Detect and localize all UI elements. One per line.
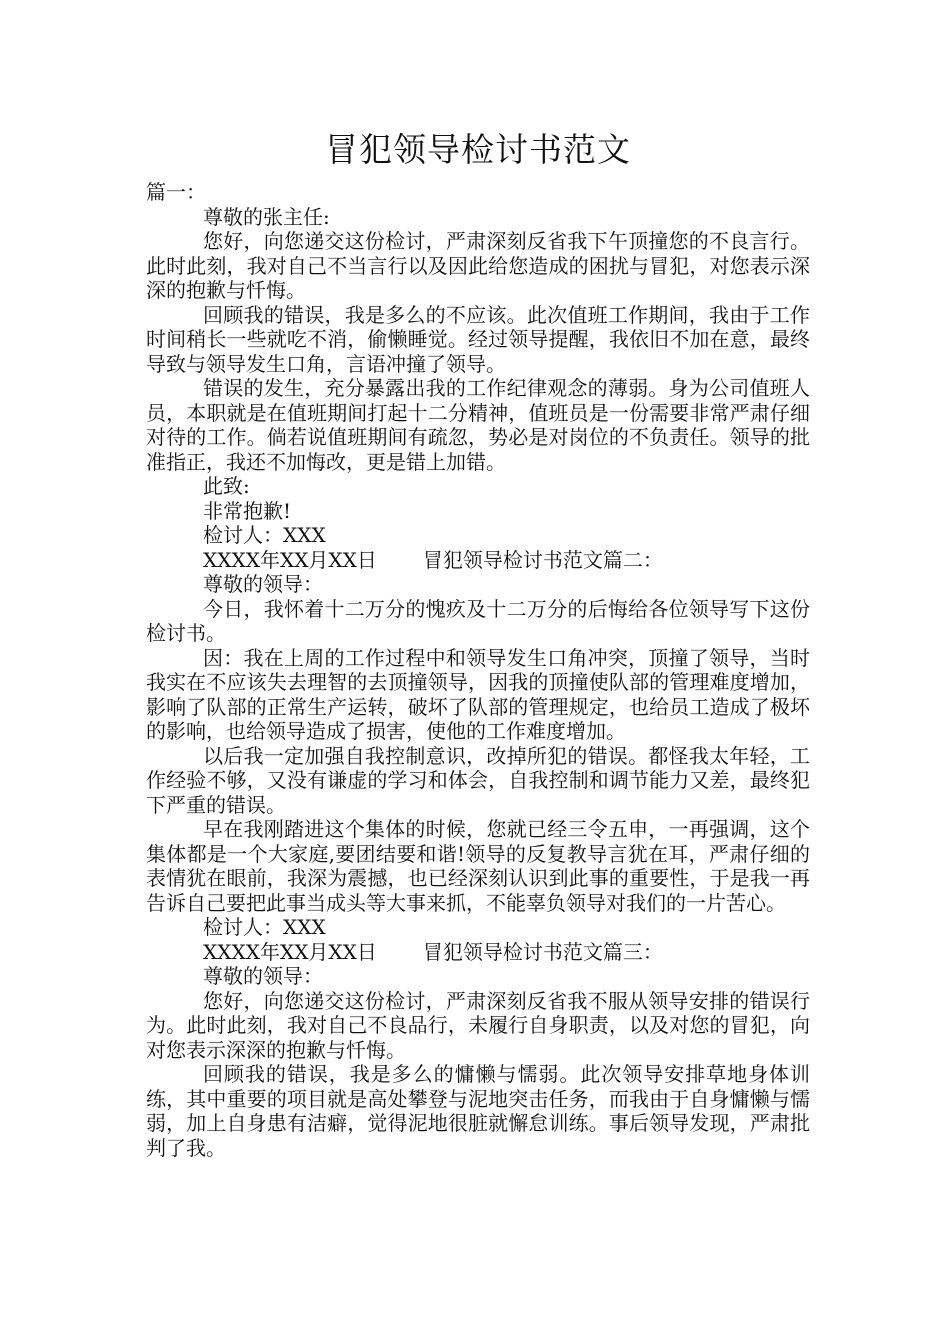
document-title: 冒犯领导检讨书范文 [325,130,631,169]
paragraph: 回顾我的错误，我是多么的不应该。此次值班工作期间，我由于工作时间稍长一些就吃不消，偷懒睡觉。经过领导提醒，我依旧不加在意，最终导致与领导发生口角，言语冲撞了领导。 [146,302,810,376]
salutation: 尊敬的领导： [203,964,323,988]
section-label: 冒犯领导检讨书范文篇二： [422,547,663,572]
paragraph: 以后我一定加强自我控制意识，改掉所犯的错误。都怪我太年轻，工作经验不够，又没有谦虚的学习和体会，自我控制和调节能力又差，最终犯下严重的错误。 [146,743,810,817]
signature: 检讨人：XXX [203,915,326,939]
salutation: 尊敬的领导： [203,572,323,596]
date: XXXX年XX月XX日 [203,547,377,572]
section-label: 篇一： [146,180,206,204]
date-line [146,940,810,965]
paragraph: 错误的发生，充分暴露出我的工作纪律观念的薄弱。身为公司值班人员，本职就是在值班期间打起十二分精神，值班员是一份需要非常严肃仔细对待的工作。倘若说值班期间有疏忽，势必是对岗位的不负责任。领导的批准指正，我还不加悔改，更是错上加错。 [146,376,810,474]
paragraph: 因：我在上周的工作过程中和领导发生口角冲突，顶撞了领导，当时我实在不应该失去理智的去顶撞领导，因我的顶撞使队部的管理难度增加，影响了队部的正常生产运转，破坏了队部的管理规定，也给员工造成了极坏的影响，也给领导造成了损害，使他的工作难度增加。 [146,645,810,743]
section-label: 冒犯领导检讨书范文篇三： [422,939,663,964]
signature: 检讨人：XXX [203,523,326,547]
salutation: 尊敬的张主任: [203,204,330,229]
paragraph: 回顾我的错误，我是多么的慵懒与懦弱。此次领导安排草地身体训练，其中重要的项目就是高处攀登与泥地突击任务，而我由于自身慵懒与懦弱，加上自身患有洁癖，觉得泥地很脏就懈怠训练。事后领导发现，严肃批判了我。 [146,1062,810,1160]
paragraph: 您好，向您递交这份检讨，严肃深刻反省我下午顶撞您的不良言行。此时此刻，我对自己不当言行以及因此给您造成的困扰与冒犯，对您表示深深的抱歉与忏悔。 [146,229,810,302]
document-body [146,180,810,1160]
document-page [146,128,810,1160]
closing: 非常抱歉! [203,498,292,523]
date: XXXX年XX月XX日 [203,939,377,964]
paragraph: 您好，向您递交这份检讨，严肃深刻反省我不服从领导安排的错误行为。此时此刻，我对自己不良品行，未履行自身职责，以及对您的冒犯，向对您表示深深的抱歉与忏悔。 [146,988,810,1062]
paragraph: 早在我刚踏进这个集体的时候，您就已经三令五申，一再强调，这个集体都是一个大家庭,要团结要和谐!领导的反复教导言犹在耳，严肃仔细的表情犹在眼前，我深为震撼，也已经深刻认识到此事的重要性，于是我一再告诉自己要把此事当成头等大事来抓，不能辜负领导对我们的一片苦心。 [146,817,810,915]
paragraph: 今日，我怀着十二万分的愧疚及十二万分的后悔给各位领导写下这份检讨书。 [146,596,810,645]
date-line [146,548,810,573]
closing: 此致: [203,474,250,498]
